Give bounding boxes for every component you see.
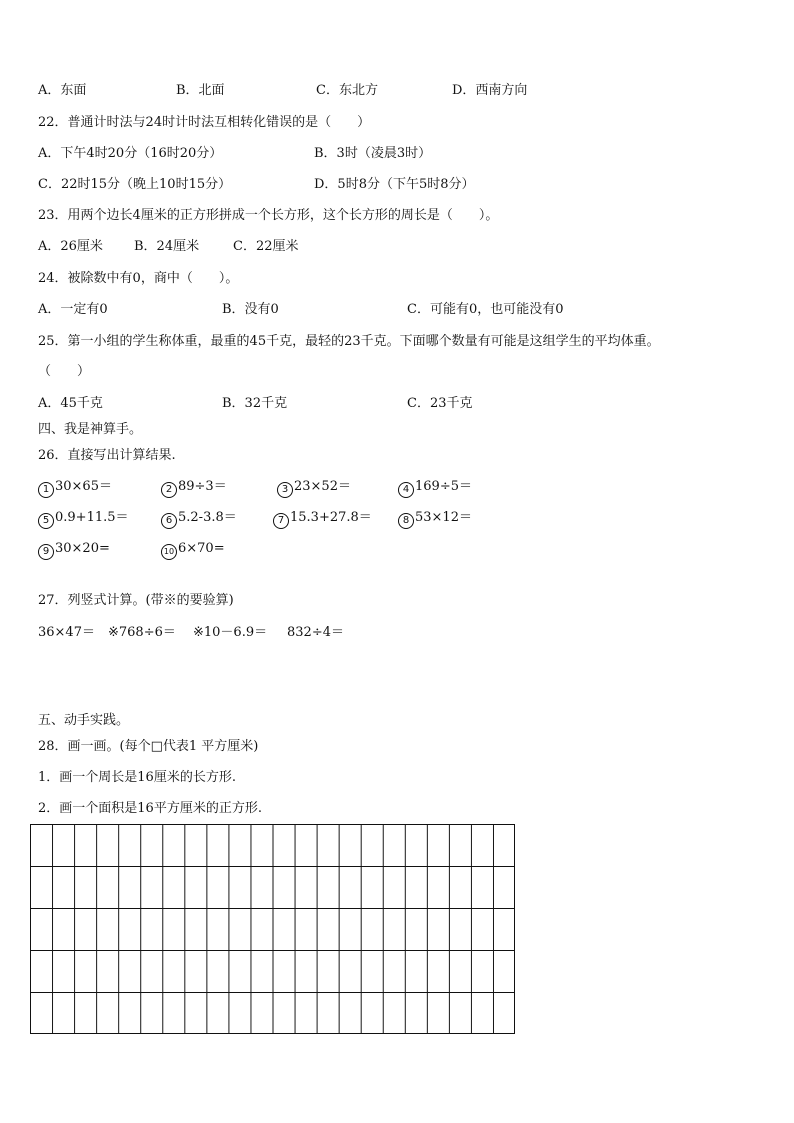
q23-option-c: C．22厘米 — [233, 239, 299, 254]
circled-number: 2 — [161, 482, 177, 498]
q22-option-d: D．5时8分（下午5时8分） — [314, 177, 475, 192]
q27-stem: 27．列竖式计算。(带※的要验算) — [38, 593, 234, 608]
q25-stem: 25．第一小组的学生称体重，最重的45千克，最轻的23千克。下面哪个数量有可能是这组学生的平均体重。 — [38, 334, 660, 349]
circled-number: 5 — [38, 513, 54, 529]
q26-expression: 169÷5＝ — [415, 479, 472, 494]
q28-stem: 28．画一画。(每个□代表1 平方厘米) — [38, 739, 259, 754]
q26-expression: 0.9+11.5＝ — [55, 510, 129, 525]
q26-expression: 30×65＝ — [55, 479, 112, 494]
q28-subquestion-2: 2．画一个面积是16平方厘米的正方形. — [38, 801, 262, 816]
circled-number: 9 — [38, 544, 54, 560]
q26-item-1 — [38, 478, 112, 498]
q25-option-a: A．45千克 — [38, 396, 103, 411]
q27-item-4: 832÷4＝ — [287, 625, 344, 640]
q22-option-c: C．22时15分（晚上10时15分） — [38, 177, 232, 192]
q24-stem: 24．被除数中有0，商中（ ）。 — [38, 271, 239, 286]
circled-number: 4 — [398, 482, 414, 498]
q23-option-b: B．24厘米 — [134, 239, 200, 254]
q26-expression: 30×20= — [55, 541, 110, 556]
q26-item-3 — [277, 478, 351, 498]
q27-item-2: ※768÷6＝ — [108, 625, 176, 640]
q25-option-c: C．23千克 — [407, 396, 473, 411]
drawing-grid — [30, 824, 515, 1034]
q22-stem: 22．普通计时法与24时计时法互相转化错误的是（ ） — [38, 115, 371, 130]
q25-option-b: B．32千克 — [222, 396, 288, 411]
q21-option-d: D．西南方向 — [452, 83, 528, 98]
q27-item-3: ※10－6.9＝ — [193, 625, 268, 640]
q26-item-7 — [273, 509, 372, 529]
q26-expression: 5.2-3.8＝ — [178, 510, 237, 525]
section-5-heading: 五、动手实践。 — [38, 713, 130, 728]
q26-item-9 — [38, 540, 110, 560]
circled-number: 10 — [161, 544, 177, 560]
section-4-heading: 四、我是神算手。 — [38, 422, 143, 437]
q26-item-10 — [161, 540, 225, 560]
q22-option-b: B．3时（凌晨3时） — [314, 146, 432, 161]
q26-expression: 89÷3＝ — [178, 479, 227, 494]
q25-answer-paren: （ ） — [38, 364, 91, 379]
q26-item-5 — [38, 509, 129, 529]
q26-expression: 23×52＝ — [294, 479, 351, 494]
q28-subquestion-1: 1．画一个周长是16厘米的长方形. — [38, 770, 236, 785]
q23-stem: 23．用两个边长4厘米的正方形拼成一个长方形，这个长方形的周长是（ ）。 — [38, 208, 499, 223]
q23-option-a: A．26厘米 — [38, 239, 103, 254]
q24-option-a: A．一定有0 — [38, 302, 108, 317]
q22-option-a: A．下午4时20分（16时20分） — [38, 146, 223, 161]
q21-option-c: C．东北方 — [316, 83, 378, 98]
q24-option-c: C．可能有0，也可能没有0 — [407, 302, 564, 317]
q26-item-4 — [398, 478, 472, 498]
circled-number: 8 — [398, 513, 414, 529]
q21-option-b: B．北面 — [176, 83, 225, 98]
q26-expression: 6×70= — [178, 541, 225, 556]
q26-item-6 — [161, 509, 237, 529]
q26-item-2 — [161, 478, 227, 498]
q21-option-a: A．东面 — [38, 83, 87, 98]
q26-item-8 — [398, 509, 472, 529]
q27-item-1: 36×47＝ — [38, 625, 95, 640]
circled-number: 7 — [273, 513, 289, 529]
circled-number: 1 — [38, 482, 54, 498]
q24-option-b: B．没有0 — [222, 302, 279, 317]
circled-number: 3 — [277, 482, 293, 498]
q26-expression: 15.3+27.8＝ — [290, 510, 372, 525]
q26-stem: 26．直接写出计算结果. — [38, 448, 176, 463]
q26-expression: 53×12＝ — [415, 510, 472, 525]
circled-number: 6 — [161, 513, 177, 529]
